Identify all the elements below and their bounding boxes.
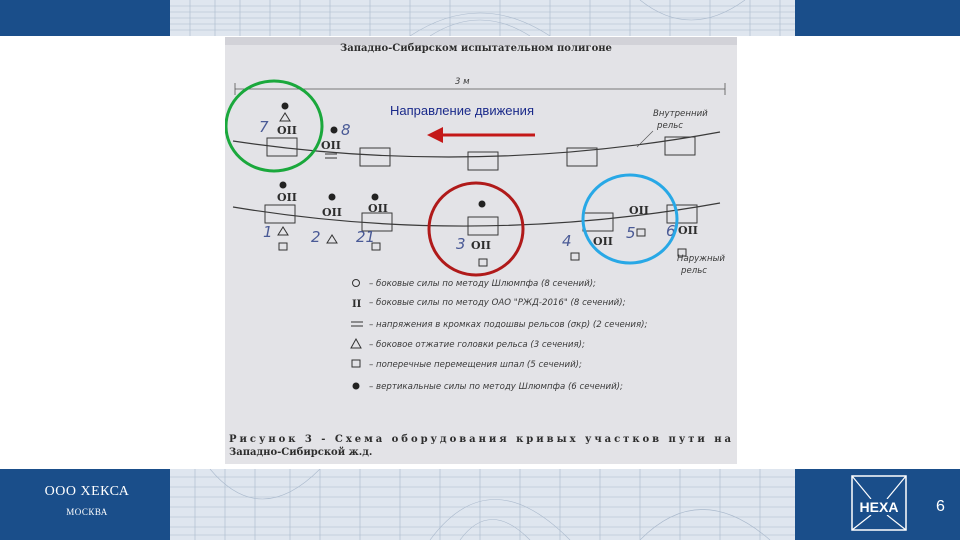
company-city: МОСКВА bbox=[66, 507, 108, 517]
section-21: 21 bbox=[356, 228, 376, 246]
svg-text:ОII: ОII bbox=[678, 224, 698, 237]
figure-title: Западно-Сибирском испытательном полигоне bbox=[340, 43, 612, 54]
svg-text:ОII: ОII bbox=[471, 239, 491, 252]
outer-rail-label-1: Наружный bbox=[677, 254, 725, 264]
legend-item-4: – боковое отжатие головки рельса (3 сечения); bbox=[369, 340, 585, 350]
company-block bbox=[22, 484, 152, 517]
section-4: 4 bbox=[562, 232, 572, 250]
outer-rail-label-2: рельс bbox=[681, 266, 708, 276]
svg-text:ОII: ОII bbox=[321, 139, 341, 152]
mesh-pattern-bottom bbox=[170, 469, 795, 540]
svg-text:ОII: ОII bbox=[322, 206, 342, 219]
inner-rail-label-1: Внутренний bbox=[653, 109, 708, 119]
legend-item-6: – вертикальные силы по методу Шлюмпфа (6 сечений); bbox=[369, 382, 623, 392]
caption-line-1: Рисунок 3 - Схема оборудования кривых участков пути на bbox=[229, 434, 731, 445]
svg-text:II: II bbox=[352, 299, 362, 310]
legend-item-5: – поперечные перемещения шпал (5 сечений); bbox=[369, 360, 582, 370]
inner-rail-label-2: рельс bbox=[657, 121, 684, 131]
svg-text:ОII: ОII bbox=[629, 204, 649, 217]
top-banner bbox=[0, 0, 960, 36]
dimension-label: 3 м bbox=[455, 77, 470, 87]
section-5: 5 bbox=[626, 224, 636, 242]
section-7: 7 bbox=[259, 118, 269, 136]
page-number: 6 bbox=[936, 498, 945, 515]
section-1: 1 bbox=[263, 223, 273, 241]
svg-text:ОII: ОII bbox=[368, 202, 388, 215]
track-diagram bbox=[225, 37, 737, 464]
section-6: 6 bbox=[666, 222, 676, 240]
section-8: 8 bbox=[341, 121, 351, 139]
section-2: 2 bbox=[311, 228, 321, 246]
caption-line-2: Западно-Сибирской ж.д. bbox=[229, 447, 373, 458]
svg-text:ОII: ОII bbox=[277, 191, 297, 204]
figure-scan bbox=[225, 37, 737, 464]
section-3: 3 bbox=[456, 235, 466, 253]
svg-text:ОII: ОII bbox=[277, 124, 297, 137]
legend-item-2: – боковые силы по методу ОАО "РЖД-2016" (8 сечений); bbox=[369, 298, 626, 308]
hexa-logo bbox=[851, 475, 907, 531]
legend-item-1: – боковые силы по методу Шлюмпфа (8 сечений); bbox=[369, 279, 596, 289]
logo-text: HEXA bbox=[859, 499, 899, 515]
company-name: ООО ХЕКСА bbox=[44, 484, 130, 499]
legend-item-3: – напряжения в кромках подошвы рельсов (σкр) (2 сечения); bbox=[369, 320, 648, 330]
svg-text:ОII: ОII bbox=[593, 235, 613, 248]
direction-label: Направление движения bbox=[390, 103, 534, 118]
mesh-pattern-top bbox=[170, 0, 795, 36]
